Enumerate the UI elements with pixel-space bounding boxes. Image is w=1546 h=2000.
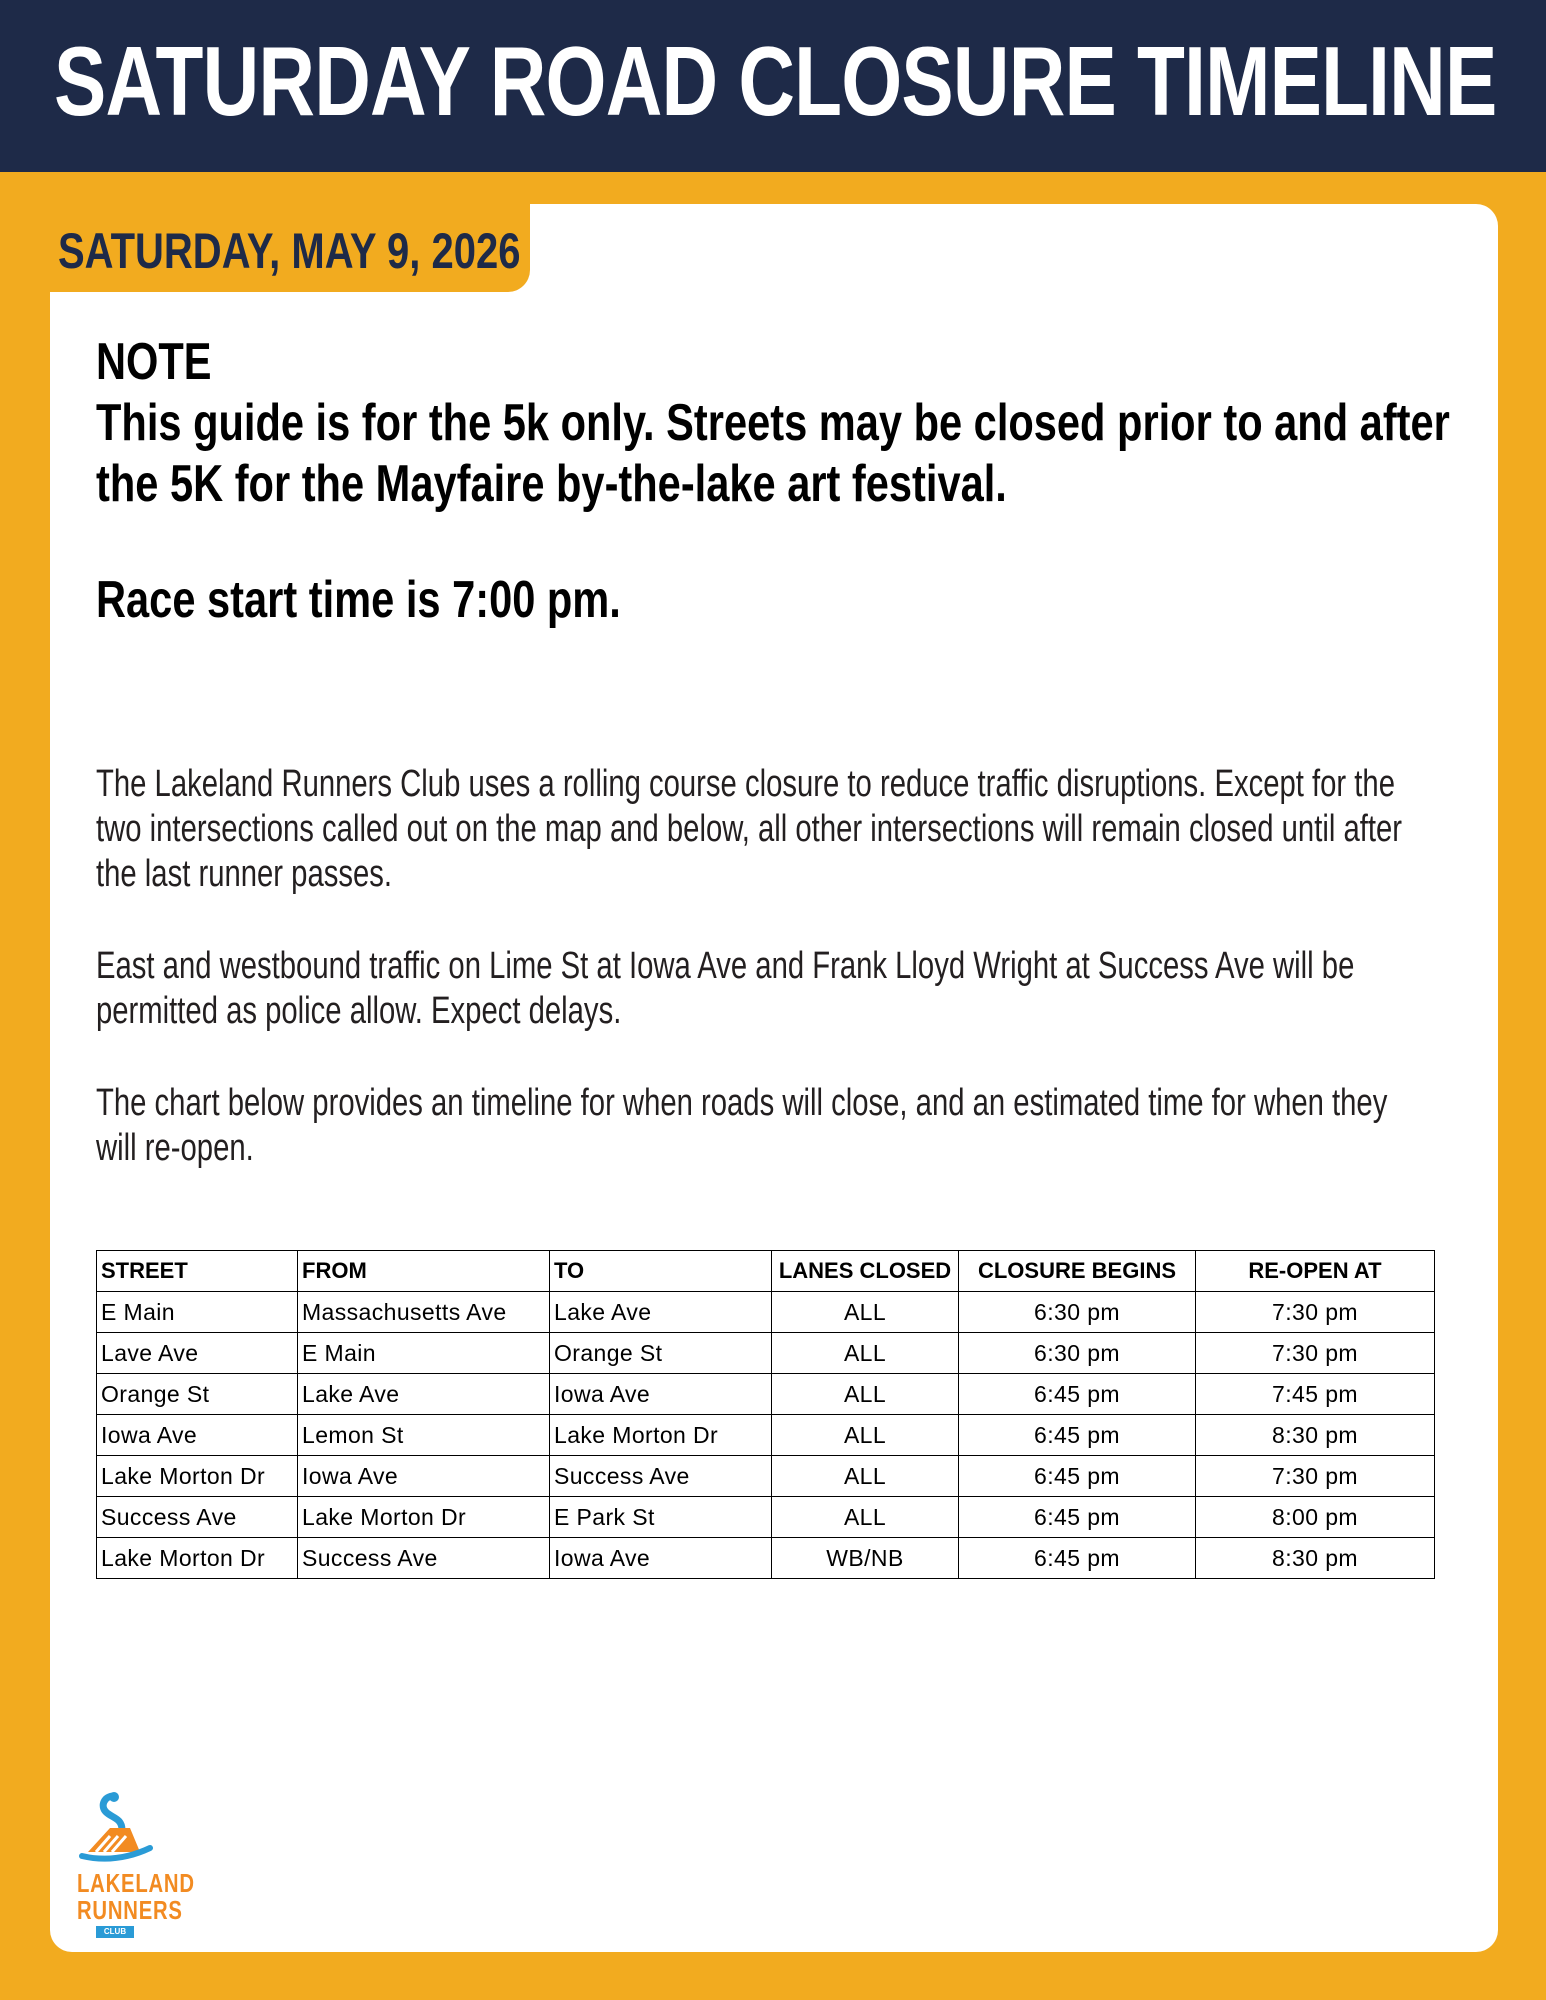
cell-to: Lake Morton Dr: [550, 1415, 772, 1456]
table-row: [97, 1497, 1435, 1538]
cell-from: E Main: [298, 1333, 550, 1374]
col-street-header: STREET: [97, 1251, 298, 1292]
lakeland-runners-logo: [66, 1790, 195, 1940]
cell-street: Lave Ave: [97, 1333, 298, 1374]
cell-begins: 6:45 pm: [959, 1538, 1196, 1579]
cell-reopen: 7:30 pm: [1196, 1292, 1435, 1333]
cell-lanes: ALL: [772, 1456, 959, 1497]
table-row: [97, 1456, 1435, 1497]
cell-to: Success Ave: [550, 1456, 772, 1497]
logo-word-lakeland: LAKELAND: [77, 1868, 195, 1898]
cell-to: E Park St: [550, 1497, 772, 1538]
table-row: [97, 1374, 1435, 1415]
paragraph-rolling-closure: The Lakeland Runners Club uses a rolling course closure to reduce traffic disruptions. Except for the two intersections called out on the map and below, all other intersections will remain closed until after the last runner passes.: [96, 763, 1403, 895]
note-line-1: This guide is for the 5k only. Streets may be closed prior to and after: [96, 394, 1450, 452]
table-row: [97, 1415, 1435, 1456]
note-heading: NOTE: [96, 333, 212, 391]
swan-icon: [66, 1790, 166, 1862]
cell-lanes: ALL: [772, 1497, 959, 1538]
cell-from: Lake Morton Dr: [298, 1497, 550, 1538]
note-section: [96, 332, 1456, 631]
cell-street: Success Ave: [97, 1497, 298, 1538]
cell-lanes: ALL: [772, 1333, 959, 1374]
cell-to: Lake Ave: [550, 1292, 772, 1333]
cell-begins: 6:30 pm: [959, 1292, 1196, 1333]
page-title: SATURDAY ROAD CLOSURE TIMELINE: [54, 26, 1497, 136]
cell-begins: 6:45 pm: [959, 1374, 1196, 1415]
cell-lanes: ALL: [772, 1292, 959, 1333]
col-to-header: TO: [550, 1251, 772, 1292]
cell-from: Massachusetts Ave: [298, 1292, 550, 1333]
cell-lanes: ALL: [772, 1374, 959, 1415]
cell-reopen: 7:30 pm: [1196, 1456, 1435, 1497]
cell-to: Orange St: [550, 1333, 772, 1374]
closure-table: [96, 1250, 1435, 1579]
header-bar: [0, 0, 1546, 172]
paragraph-chart-intro: The chart below provides an timeline for when roads will close, and an estimated time for when they will re-open.: [96, 1082, 1388, 1169]
cell-reopen: 8:30 pm: [1196, 1415, 1435, 1456]
note-line-2: the 5K for the Mayfaire by-the-lake art festival.: [96, 455, 1007, 513]
cell-reopen: 8:30 pm: [1196, 1538, 1435, 1579]
body-text: [96, 762, 1420, 1218]
cell-street: Orange St: [97, 1374, 298, 1415]
table-row: [97, 1292, 1435, 1333]
cell-lanes: ALL: [772, 1415, 959, 1456]
cell-begins: 6:45 pm: [959, 1497, 1196, 1538]
logo-word-club: CLUB: [96, 1926, 134, 1938]
cell-begins: 6:45 pm: [959, 1415, 1196, 1456]
cell-from: Lake Ave: [298, 1374, 550, 1415]
table-row: [97, 1333, 1435, 1374]
cell-from: Iowa Ave: [298, 1456, 550, 1497]
table-row: [97, 1538, 1435, 1579]
cell-street: Iowa Ave: [97, 1415, 298, 1456]
col-lanes-header: LANES CLOSED: [772, 1251, 959, 1292]
cell-from: Success Ave: [298, 1538, 550, 1579]
cell-lanes: WB/NB: [772, 1538, 959, 1579]
paragraph-traffic: East and westbound traffic on Lime St at Iowa Ave and Frank Lloyd Wright at Success Ave will be permitted as police allow. Expect delays.: [96, 945, 1355, 1032]
cell-street: E Main: [97, 1292, 298, 1333]
cell-begins: 6:45 pm: [959, 1456, 1196, 1497]
cell-reopen: 7:45 pm: [1196, 1374, 1435, 1415]
table-header-row: [97, 1251, 1435, 1292]
col-reopen-header: RE-OPEN AT: [1196, 1251, 1435, 1292]
cell-from: Lemon St: [298, 1415, 550, 1456]
cell-street: Lake Morton Dr: [97, 1456, 298, 1497]
col-begins-header: CLOSURE BEGINS: [959, 1251, 1196, 1292]
cell-to: Iowa Ave: [550, 1374, 772, 1415]
race-start-time: Race start time is 7:00 pm.: [96, 571, 621, 629]
col-from-header: FROM: [298, 1251, 550, 1292]
cell-reopen: 8:00 pm: [1196, 1497, 1435, 1538]
cell-to: Iowa Ave: [550, 1538, 772, 1579]
cell-begins: 6:30 pm: [959, 1333, 1196, 1374]
date-label: SATURDAY, MAY 9, 2026: [58, 223, 521, 279]
cell-reopen: 7:30 pm: [1196, 1333, 1435, 1374]
logo-word-runners: RUNNERS: [77, 1895, 183, 1925]
cell-street: Lake Morton Dr: [97, 1538, 298, 1579]
